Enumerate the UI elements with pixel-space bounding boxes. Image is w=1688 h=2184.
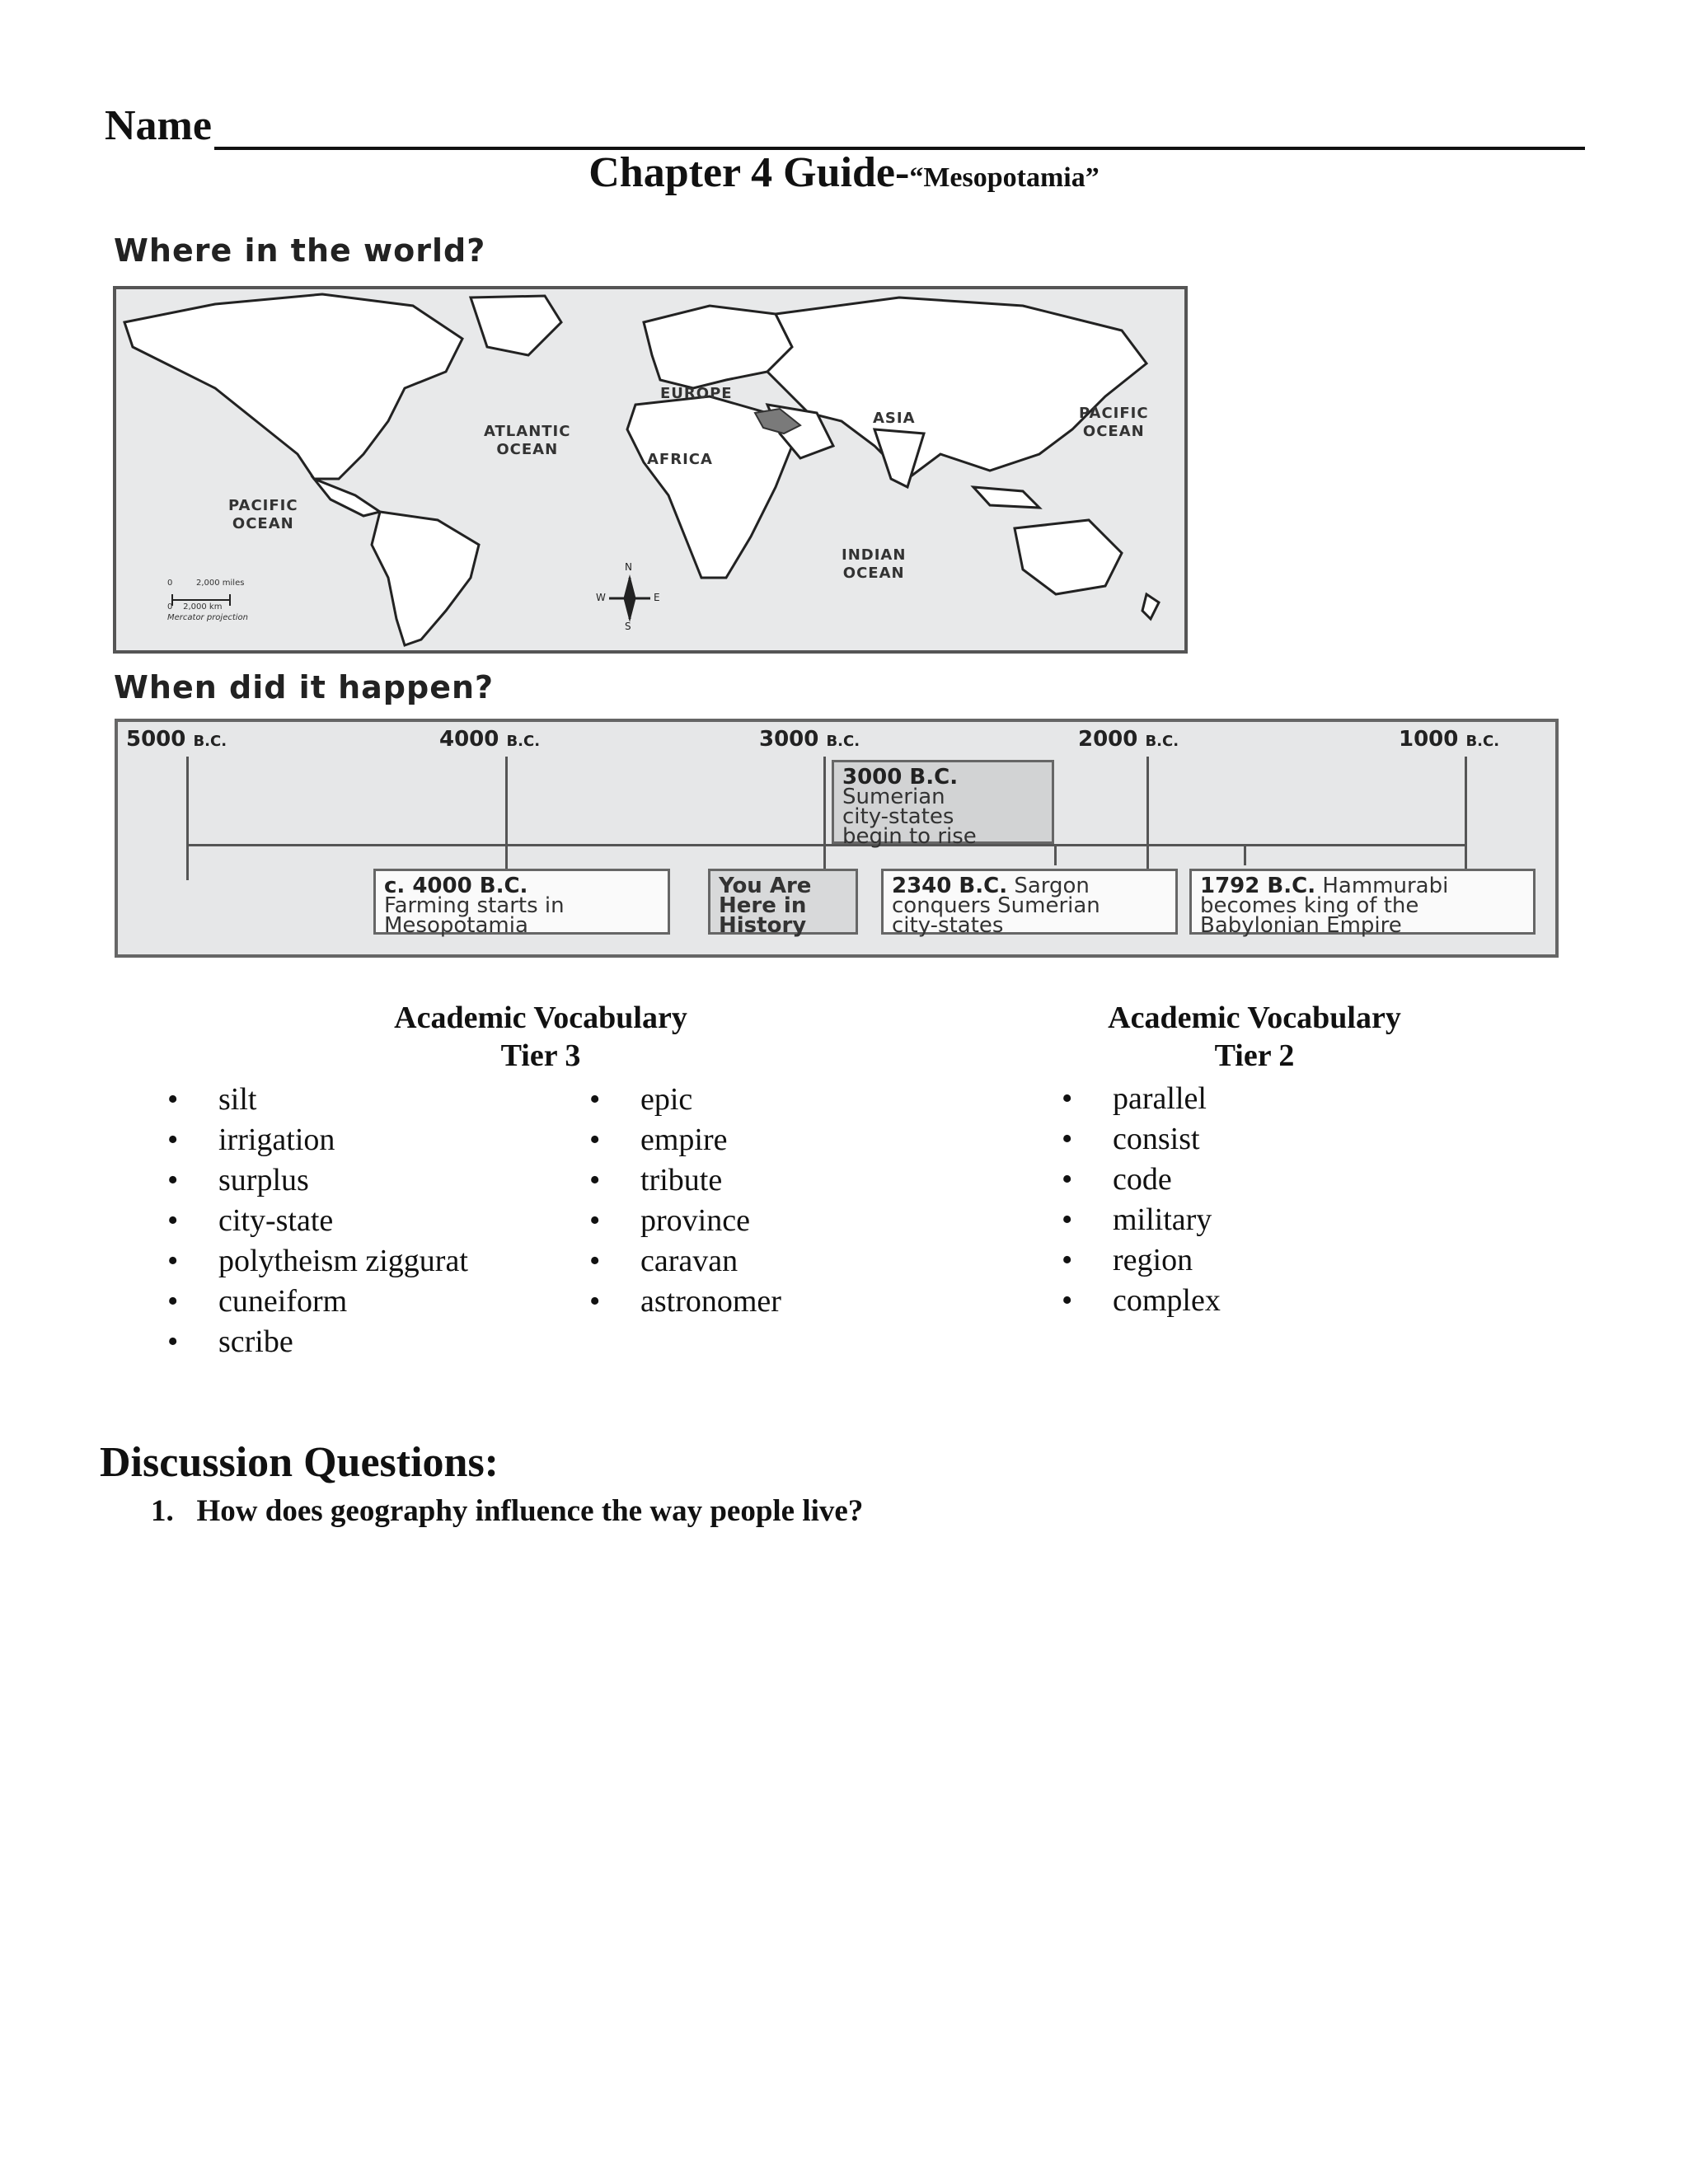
event-sargon	[881, 869, 1178, 938]
list-item: • epic	[589, 1080, 781, 1120]
list-item: • silt	[167, 1080, 468, 1120]
compass-s: S	[625, 621, 631, 632]
event-farming-date: c. 4000 B.C.	[384, 874, 528, 898]
list-item: • surplus	[167, 1160, 468, 1201]
label-pacific-east	[1079, 405, 1149, 441]
asia-shape	[767, 298, 1146, 479]
vocab-tier2-list	[1062, 1079, 1221, 1321]
list-item: • caravan	[589, 1241, 781, 1282]
event-sargon-name: Sargon	[1014, 874, 1090, 898]
event-sumerian-line2: city-states	[842, 804, 954, 829]
list-item: • astronomer	[589, 1282, 781, 1322]
list-item: • polytheism ziggurat	[167, 1241, 468, 1282]
event-you-are-here	[708, 869, 858, 938]
list-item: • tribute	[589, 1160, 781, 1201]
name-field[interactable]	[105, 97, 1585, 155]
discussion-question-1	[151, 1493, 863, 1529]
vocab-tier3-list-col2	[589, 1080, 781, 1322]
vocab-tier3-heading	[293, 999, 788, 1075]
tick-4000-year: 4000	[439, 727, 499, 752]
event-sumerian-city-states	[832, 760, 1054, 849]
event-farming-line2: Mesopotamia	[384, 913, 528, 938]
india-shape	[874, 429, 924, 487]
tick-5000	[126, 727, 227, 752]
tick-2000	[1078, 727, 1179, 752]
tick-line-1000	[1465, 757, 1467, 880]
list-item: • parallel	[1062, 1079, 1221, 1119]
name-label: Name	[105, 102, 212, 149]
islands-shape	[973, 487, 1039, 508]
timeline-heading: When did it happen?	[114, 669, 495, 705]
question-number: 1.	[151, 1494, 174, 1528]
scale-zero-km: 0	[167, 602, 173, 612]
label-pacific-west	[228, 497, 298, 533]
list-item: • military	[1062, 1200, 1221, 1240]
scale-labels	[167, 578, 248, 623]
greenland-shape	[471, 296, 561, 355]
north-america-shape	[124, 294, 462, 479]
label-atlantic	[484, 423, 570, 459]
discussion-heading: Discussion Questions:	[100, 1439, 499, 1486]
label-indian-line1: INDIAN	[842, 546, 907, 564]
tick-1000-year: 1000	[1399, 727, 1459, 752]
event-here-line3: History	[719, 913, 807, 938]
tick-line-5000	[186, 757, 189, 880]
tick-4000-era: B.C.	[506, 733, 541, 750]
event-sargon-line2: city-states	[892, 913, 1004, 938]
vocab-tier3-heading-line1: Academic Vocabulary	[394, 1001, 687, 1035]
connector-here	[823, 846, 826, 865]
tick-3000	[759, 727, 860, 752]
event-hammurabi	[1189, 869, 1536, 938]
event-sargon-line1: conquers Sumerian	[892, 893, 1100, 918]
label-indian	[842, 546, 906, 583]
label-pacific-east-line1: PACIFIC	[1079, 405, 1149, 422]
map-heading: Where in the world?	[114, 232, 486, 269]
timeline	[115, 719, 1559, 958]
question-text: How does geography influence the way people live?	[196, 1494, 864, 1528]
label-indian-line2: OCEAN	[842, 565, 905, 582]
new-zealand-shape	[1142, 594, 1159, 619]
event-farming-line1: Farming starts in	[384, 893, 565, 918]
tick-line-2000	[1146, 757, 1149, 880]
title-subtitle: “Mesopotamia”	[909, 162, 1100, 193]
label-asia: ASIA	[873, 410, 916, 427]
list-item: • empire	[589, 1120, 781, 1160]
label-atlantic-line2: OCEAN	[496, 441, 559, 458]
connector-farming	[505, 846, 508, 865]
event-hammurabi-line1: becomes king of the	[1200, 893, 1419, 918]
compass-n: N	[625, 561, 632, 573]
tick-2000-year: 2000	[1078, 727, 1138, 752]
label-europe: EUROPE	[660, 385, 733, 402]
vocab-tier2-heading	[1007, 999, 1502, 1075]
vocab-tier3-list-col1	[167, 1080, 468, 1362]
world-map-graphic	[116, 289, 1184, 650]
list-item: • city-state	[167, 1201, 468, 1241]
list-item: • region	[1062, 1240, 1221, 1281]
event-here-line2: Here in	[719, 893, 807, 918]
list-item: • cuneiform	[167, 1282, 468, 1322]
tick-1000	[1399, 727, 1499, 752]
event-sargon-date: 2340 B.C.	[892, 874, 1008, 898]
page-title	[0, 148, 1688, 197]
list-item: • irrigation	[167, 1120, 468, 1160]
label-pacific-west-line2: OCEAN	[232, 515, 294, 532]
tick-2000-era: B.C.	[1145, 733, 1179, 750]
label-africa: AFRICA	[647, 451, 713, 468]
event-hammurabi-date: 1792 B.C.	[1200, 874, 1316, 898]
event-sumerian-line3: begin to rise	[842, 824, 977, 849]
compass-w: W	[596, 592, 606, 603]
tick-1000-era: B.C.	[1465, 733, 1500, 750]
list-item: • complex	[1062, 1281, 1221, 1321]
list-item: • province	[589, 1201, 781, 1241]
central-america-shape	[314, 479, 380, 516]
event-hammurabi-name: Hammurabi	[1322, 874, 1449, 898]
tick-3000-year: 3000	[759, 727, 819, 752]
vocab-tier2-heading-line1: Academic Vocabulary	[1108, 1001, 1401, 1035]
label-pacific-west-line1: PACIFIC	[228, 497, 298, 514]
event-hammurabi-line2: Babylonian Empire	[1200, 913, 1402, 938]
list-item: • code	[1062, 1160, 1221, 1200]
vocab-tier3-heading-line2: Tier 3	[500, 1038, 581, 1073]
event-farming	[373, 869, 670, 938]
scale-zero-miles: 0	[167, 579, 173, 588]
world-map	[113, 286, 1188, 654]
scale-miles: 2,000 miles	[195, 579, 245, 588]
scale-km: 2,000 km	[183, 602, 223, 612]
connector-hammurabi	[1244, 846, 1246, 865]
compass-e: E	[654, 592, 660, 603]
event-sumerian-date: 3000 B.C.	[842, 765, 959, 790]
event-here-line1: You Are	[719, 874, 812, 898]
vocab-tier2-heading-line2: Tier 2	[1214, 1038, 1295, 1073]
list-item: • consist	[1062, 1119, 1221, 1160]
tick-3000-era: B.C.	[826, 733, 860, 750]
label-pacific-east-line2: OCEAN	[1082, 423, 1145, 440]
south-america-shape	[372, 512, 479, 645]
australia-shape	[1015, 520, 1122, 594]
timeline-axis	[186, 844, 1467, 846]
connector-sargon	[1054, 846, 1057, 865]
event-sumerian-line1: Sumerian	[842, 785, 945, 809]
tick-5000-era: B.C.	[193, 733, 227, 750]
scale-projection: Mercator projection	[167, 613, 249, 622]
list-item: • scribe	[167, 1322, 468, 1362]
tick-5000-year: 5000	[126, 727, 186, 752]
label-atlantic-line1: ATLANTIC	[484, 423, 571, 440]
title-main: Chapter 4 Guide-	[588, 149, 910, 196]
tick-4000	[439, 727, 540, 752]
compass-rose	[609, 578, 650, 619]
